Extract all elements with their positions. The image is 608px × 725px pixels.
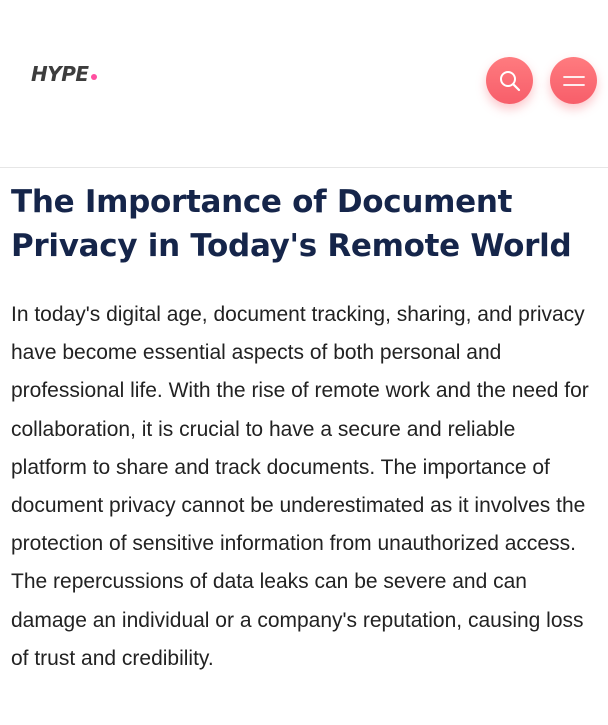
article	[11, 180, 596, 678]
logo-dot	[91, 74, 97, 80]
hamburger-menu-icon	[563, 74, 585, 88]
article-title: The Importance of Document Privacy in Today's Remote World	[11, 184, 572, 264]
search-icon	[498, 69, 522, 93]
menu-button[interactable]	[550, 57, 597, 104]
site-logo[interactable]	[31, 62, 97, 86]
site-header	[0, 0, 608, 168]
logo-text: HYPE	[31, 62, 89, 86]
search-button[interactable]	[486, 57, 533, 104]
article-paragraph: In today's digital age, document tracking, sharing, and privacy have become essential aspects of both personal and professional life. With the rise of remote work and the need for collaboration, it is crucial to have a secure and reliable platform to share and track documents. The importance of document privacy cannot be underestimated as it involves the protection of sensitive information from unauthorized access. The repercussions of data leaks can be severe and can damage an individual or a company's reputation, causing loss of trust and credibility.	[11, 303, 589, 670]
